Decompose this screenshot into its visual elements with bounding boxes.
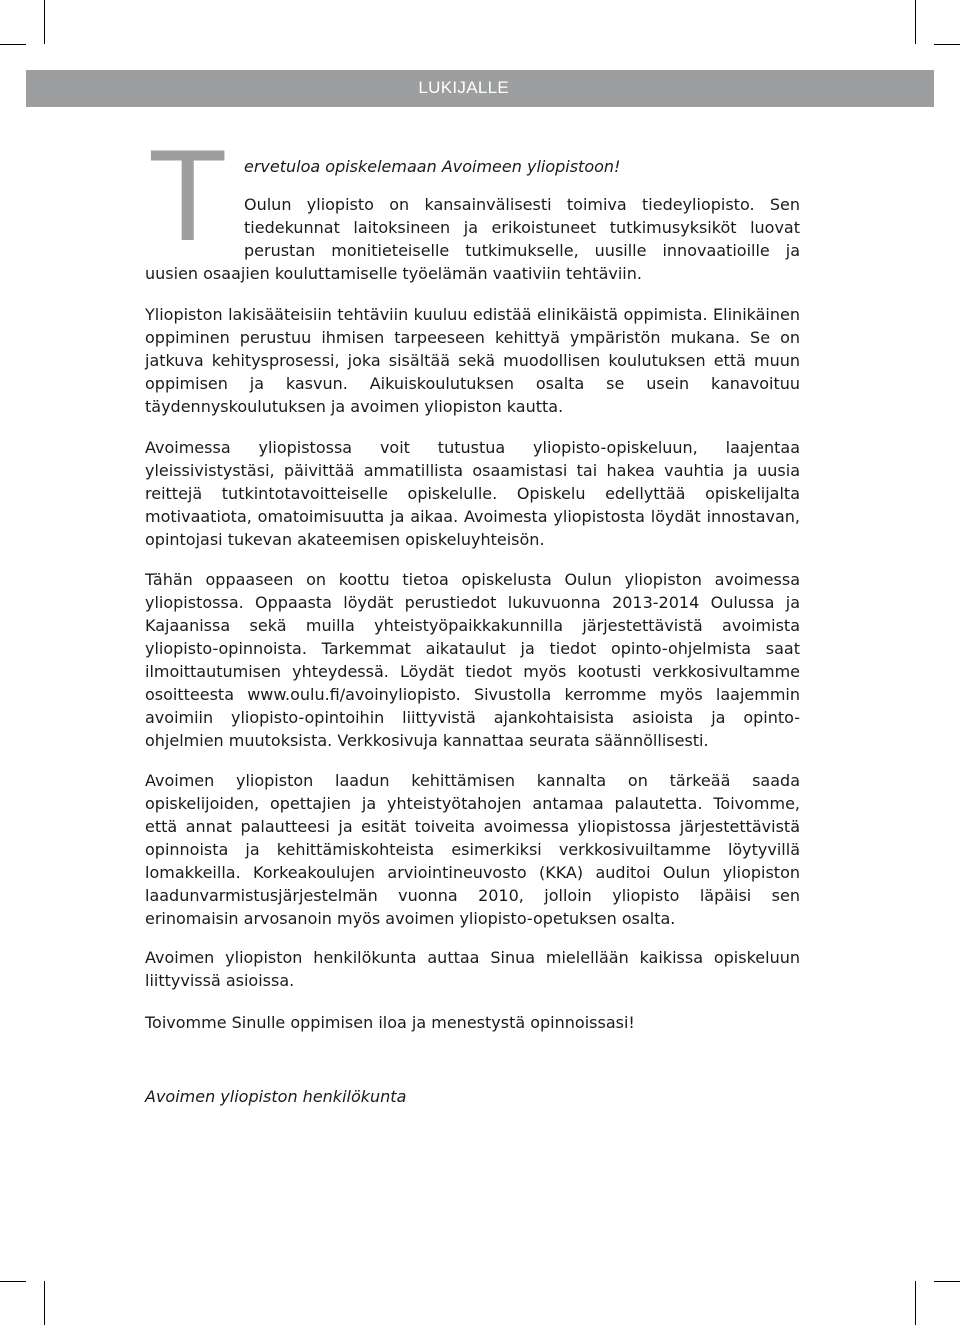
crop-mark: [44, 0, 45, 44]
intro-line: perustan monitieteiselle tutkimukselle, uusille innovaatioille ja: [244, 241, 800, 260]
body-paragraph: Toivomme Sinulle oppimisen iloa ja menestystä opinnoissasi!: [145, 1013, 635, 1032]
drop-cap: T: [148, 122, 228, 268]
intro-line: tiedekunnat laitoksineen ja erikoistuneet tutkimusyksiköt luovat: [244, 218, 800, 237]
body-paragraph: Avoimen yliopiston henkilökunta auttaa Sinua mielellään kaikissa opiskeluun liittyvissä asioissa.: [145, 948, 800, 990]
intro-greeting: ervetuloa opiskelemaan Avoimeen yliopistoon!: [244, 157, 621, 176]
crop-mark: [0, 44, 26, 45]
crop-mark: [934, 1281, 960, 1282]
crop-mark: [934, 44, 960, 45]
intro-line: uusien osaajien kouluttamiselle työelämän vaativiin tehtäviin.: [145, 264, 642, 283]
body-paragraph: Tähän oppaaseen on koottu tietoa opiskelusta Oulun yliopiston avoimessa yliopistossa. Oppaasta löydät perustiedot lukuvuonna 2013-2014 Oulussa ja Kajaanissa sekä muilla yhteistyöpaikkakunnilla järjestettävistä avoimista yliopisto-opinnoista. Tarkemmat aikataulut ja tiedot opinto-ohjelmista saat ilmoittautumisen yhteydessä. Löydät tiedot myös kootusti verkkosivultamme osoitteesta www.oulu.fi/avoinyliopisto. Sivustolla kerromme myös laajemmin avoimiin yliopisto-opintoihin liittyvistä ajankohtaisista asioista ja opinto-ohjelmien muutoksista. Verkkosivuja kannattaa seurata säännöllisesti.: [145, 570, 800, 750]
signature: Avoimen yliopiston henkilökunta: [145, 1087, 407, 1106]
section-header-banner: [26, 70, 934, 107]
body-paragraph: Avoimen yliopiston laadun kehittämisen kannalta on tärkeää saada opiskelijoiden, opettajien ja yhteistyötahojen antamaa palautetta. Toivomme, että annat palautteesi ja esität toiveita avoimessa yliopistossa järjestettävistä opinnoista ja kehittämiskohteista esimerkiksi verkkosivuiltamme löytyvillä lomakkeilla. Korkeakoulujen arviointineuvosto (KKA) auditoi Oulun yliopiston laadunvarmistusjärjestelmän vuonna 2010, jolloin yliopisto läpäisi sen erinomaisin arvosanoin myös avoimen yliopisto-opetuksen osalta.: [145, 771, 800, 928]
section-title: LUKIJALLE: [418, 78, 509, 97]
crop-mark: [44, 1281, 45, 1325]
body-paragraph: Yliopiston lakisääteisiin tehtäviin kuuluu edistää elinikäistä oppimista. Elinikäinen oppiminen perustuu ihmisen tarpeeseen kehittyä ympäristön mukana. Se on jatkuva kehitysprosessi, joka sisältää sekä muodollisen koulutuksen että muun oppimisen ja kasvun. Aikuiskoulutuksen osalta se usein kanavoituu täydennyskoulutuksen ja avoimen yliopiston kautta.: [145, 305, 800, 416]
crop-mark: [915, 0, 916, 44]
crop-mark: [915, 1281, 916, 1325]
crop-mark: [0, 1281, 26, 1282]
body-paragraph: Avoimessa yliopistossa voit tutustua yliopisto-opiskeluun, laajentaa yleissivistystäsi, päivittää ammatillista osaamistasi tai hakea vauhtia ja uusia reittejä tutkintotavoitteiselle opiskelulle. Opiskelu edellyttää opiskelijalta motivaatiota, omatoimisuutta ja aikaa. Avoimesta yliopistosta löydät innostavan, opintojasi tukevan akateemisen opiskeluyhteisön.: [145, 438, 800, 549]
intro-line: Oulun yliopisto on kansainvälisesti toimiva tiedeyliopisto. Sen: [244, 195, 800, 214]
